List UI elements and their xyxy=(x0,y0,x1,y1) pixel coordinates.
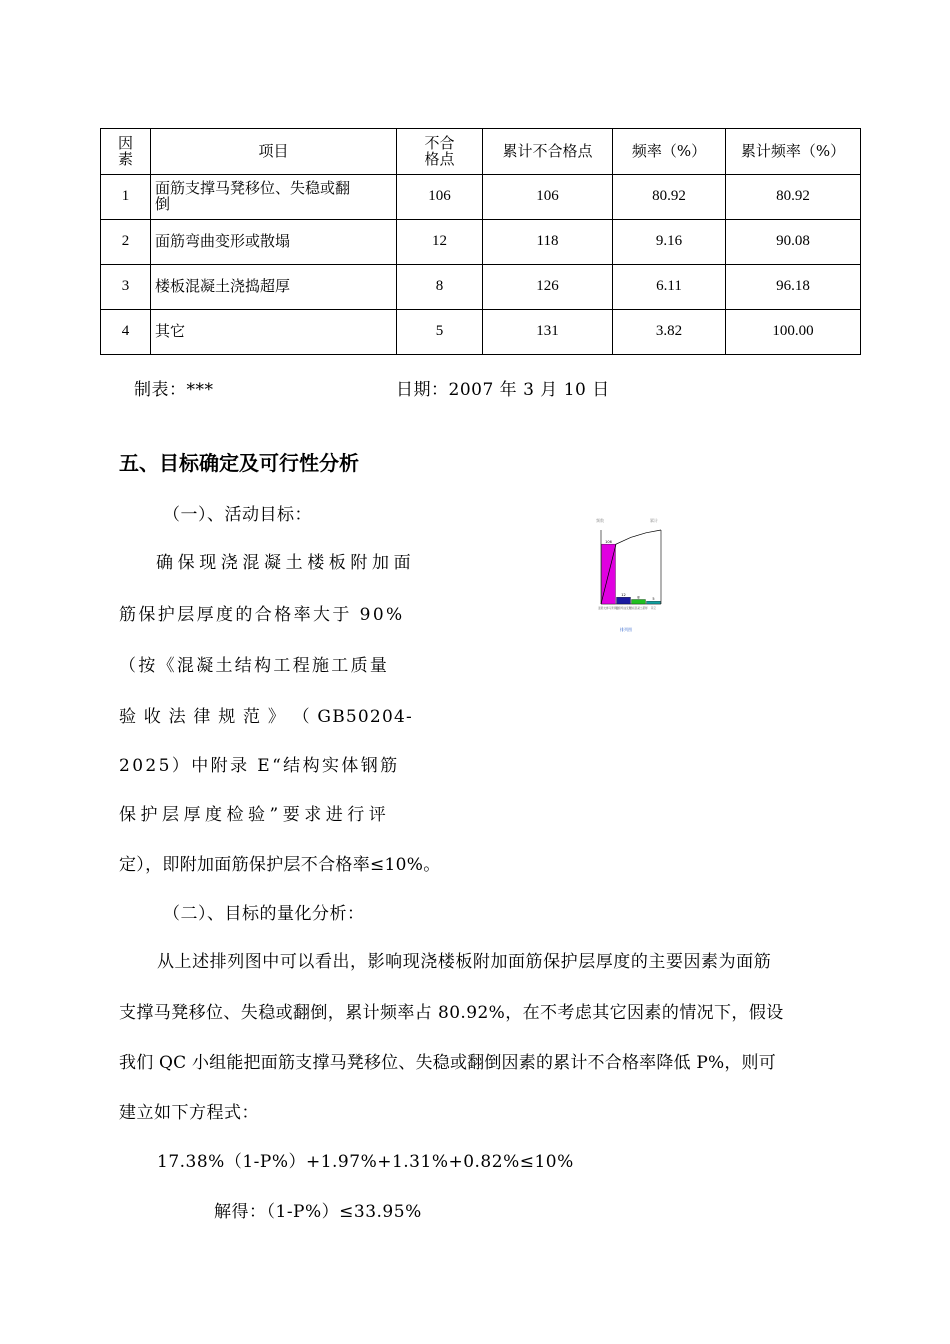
table-header-row xyxy=(101,129,861,175)
cell-cumfreq: 96.18 xyxy=(726,265,861,310)
cell-cumfreq: 90.08 xyxy=(726,220,861,265)
section-title: 五、目标确定及可行性分析 xyxy=(119,451,359,475)
table-row xyxy=(101,265,861,310)
chart-bar xyxy=(632,599,646,604)
chart-bar-label: 12 xyxy=(621,593,626,598)
goal-line: 验 收 法 律 规 范 》 （ GB50204- xyxy=(119,707,413,727)
defect-statistics-table xyxy=(100,128,861,355)
cell-no: 3 xyxy=(101,265,151,310)
subsection-goal: （一）、活动目标： xyxy=(163,505,312,525)
cell-cum: 131 xyxy=(483,310,613,355)
chart-category-label: 面筋支撑马凳移位 xyxy=(598,607,619,610)
chart-right-axis-caption: 累计 xyxy=(650,518,658,523)
cell-count: 5 xyxy=(397,310,483,355)
goal-line: 筋保护层厚度的合格率大于 90% xyxy=(119,605,405,625)
chart-bar xyxy=(617,597,631,604)
header-frequency: 频率（%） xyxy=(613,129,726,175)
header-factor: 因 素 xyxy=(101,129,151,175)
cell-item: 面筋弯曲变形或散塌 xyxy=(151,220,397,265)
chart-bar-label: 8 xyxy=(637,595,640,600)
goal-line: 定），即附加面筋保护层不合格率≤10%。 xyxy=(119,855,441,875)
chart-category-label: 面筋弯曲变形 xyxy=(615,607,632,610)
cell-cumfreq: 80.92 xyxy=(726,175,861,220)
cell-freq: 80.92 xyxy=(613,175,726,220)
goal-line: 2025）中附录 E“结构实体钢筋 xyxy=(119,756,400,776)
cell-cum: 106 xyxy=(483,175,613,220)
cell-item: 其它 xyxy=(151,310,397,355)
cell-count: 12 xyxy=(397,220,483,265)
equation: 17.38%（1-P%）+1.97%+1.31%+0.82%≤10% xyxy=(157,1152,574,1172)
cell-cum: 126 xyxy=(483,265,613,310)
cell-no: 1 xyxy=(101,175,151,220)
analysis-line: 我们 QC 小组能把面筋支撑马凳移位、失稳或翻倒因素的累计不合格率降低 P%，则可 xyxy=(119,1053,776,1073)
goal-line: 确保现浇混凝土楼板附加面 xyxy=(156,553,416,573)
table-row xyxy=(101,310,861,355)
cell-item: 楼板混凝土浇捣超厚 xyxy=(151,265,397,310)
table-row xyxy=(101,220,861,265)
solution: 解得：（1-P%）≤33.95% xyxy=(214,1202,422,1222)
table-maker: 制表：*** xyxy=(134,380,214,400)
table-date: 日期：2007 年 3 月 10 日 xyxy=(396,380,610,400)
header-cumulative: 累计不合格点 xyxy=(483,129,613,175)
cell-cum: 118 xyxy=(483,220,613,265)
pareto-chart xyxy=(590,514,672,638)
header-count: 不合 格点 xyxy=(397,129,483,175)
goal-line: （按《混凝土结构工程施工质量 xyxy=(119,656,390,676)
table-row xyxy=(101,175,861,220)
chart-caption: 排列图 xyxy=(620,627,632,632)
cell-freq: 6.11 xyxy=(613,265,726,310)
cell-item: 面筋支撑马凳移位、失稳或翻 倒 xyxy=(151,175,397,220)
cell-no: 4 xyxy=(101,310,151,355)
chart-bar-label: 106 xyxy=(605,540,612,545)
cell-freq: 9.16 xyxy=(613,220,726,265)
analysis-line: 建立如下方程式： xyxy=(119,1103,259,1123)
goal-line: 保护层厚度检验”要求进行评 xyxy=(119,805,391,825)
subsection-analysis: （二）、目标的量化分析： xyxy=(163,904,365,924)
header-item: 项目 xyxy=(151,129,397,175)
chart-category-label: 楼板混凝土超厚 xyxy=(629,607,648,610)
cell-no: 2 xyxy=(101,220,151,265)
header-cumulative-frequency: 累计频率（%） xyxy=(726,129,861,175)
cell-cumfreq: 100.00 xyxy=(726,310,861,355)
cell-freq: 3.82 xyxy=(613,310,726,355)
chart-left-axis-caption: 频数 xyxy=(596,518,604,523)
cell-count: 106 xyxy=(397,175,483,220)
chart-bar xyxy=(647,601,661,604)
chart-category-label: 其它 xyxy=(650,607,657,610)
analysis-line: 从上述排列图中可以看出，影响现浇楼板附加面筋保护层厚度的主要因素为面筋 xyxy=(157,952,772,972)
cell-count: 8 xyxy=(397,265,483,310)
analysis-line: 支撑马凳移位、失稳或翻倒，累计频率占 80.92%，在不考虑其它因素的情况下，假设 xyxy=(119,1003,784,1023)
chart-bar-label: 5 xyxy=(652,597,655,602)
